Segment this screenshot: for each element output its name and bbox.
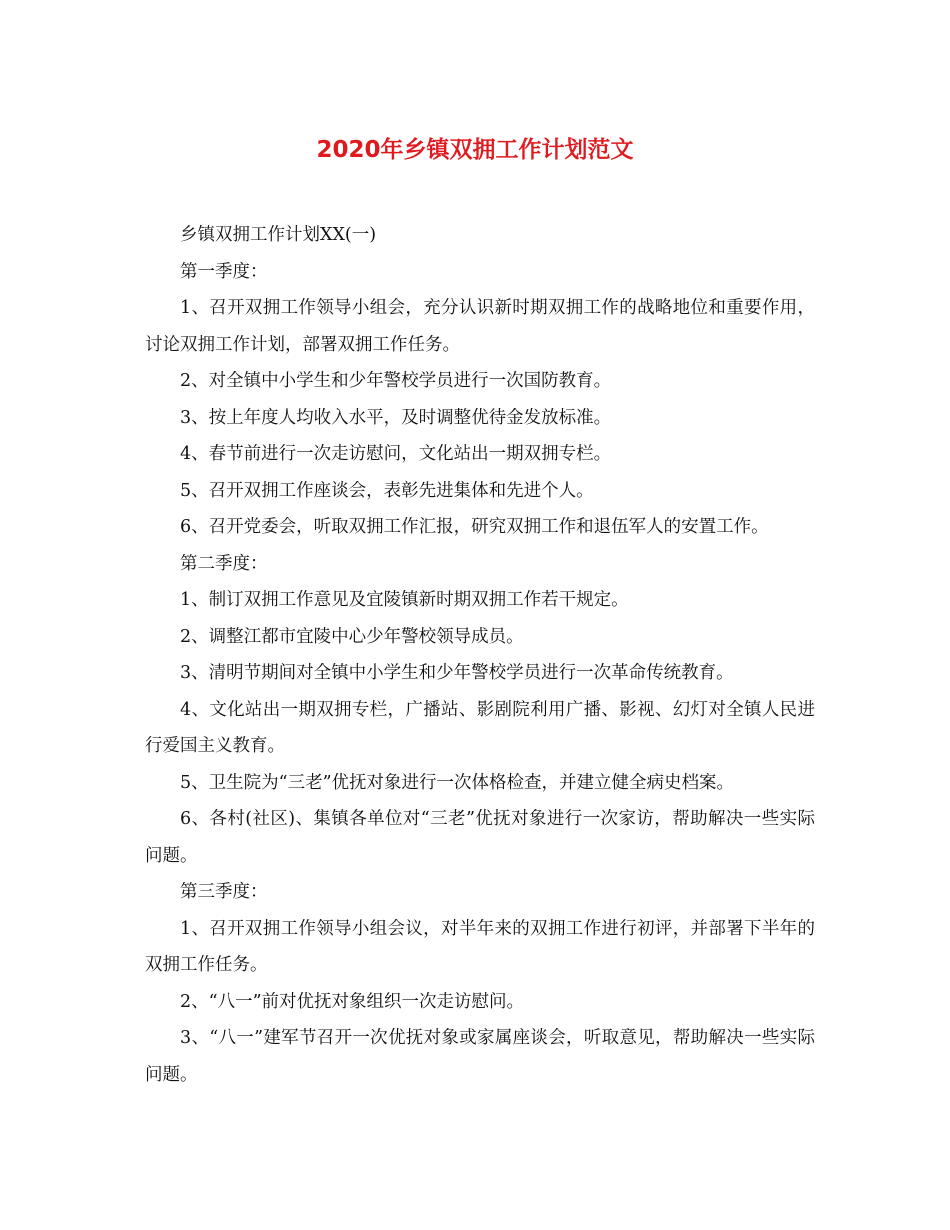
paragraph: 6、召开党委会，听取双拥工作汇报，研究双拥工作和退伍军人的安置工作。 xyxy=(180,517,769,537)
paragraph: 乡镇双拥工作计划XX(一) xyxy=(180,225,377,245)
paragraph: 1、召开双拥工作领导小组会议，对半年来的双拥工作进行初评，并部署下半年的双拥工作任务。 xyxy=(145,918,815,975)
paragraph: 3、按上年度人均收入水平，及时调整优待金发放标准。 xyxy=(180,407,612,428)
paragraph: 1、召开双拥工作领导小组会，充分认识新时期双拥工作的战略地位和重要作用，讨论双拥工作计划，部署双拥工作任务。 xyxy=(145,298,815,355)
paragraph: 2、“八一”前对优抚对象组织一次走访慰问。 xyxy=(180,991,525,1012)
paragraph: 4、春节前进行一次走访慰问，文化站出一期双拥专栏。 xyxy=(180,444,612,464)
document-body xyxy=(145,217,815,1093)
paragraph: 2、调整江都市宜陵中心少年警校领导成员。 xyxy=(180,626,524,647)
document-title: 2020年乡镇双拥工作计划范文 xyxy=(316,137,634,163)
paragraph: 3、清明节期间对全镇中小学生和少年警校学员进行一次革命传统教育。 xyxy=(180,663,734,683)
paragraph: 2、对全镇中小学生和少年警校学员进行一次国防教育。 xyxy=(180,371,612,391)
paragraph: 6、各村(社区)、集镇各单位对“三老”优抚对象进行一次家访，帮助解决一些实际问题。 xyxy=(145,809,815,866)
paragraph: 1、制订双拥工作意见及宜陵镇新时期双拥工作若干规定。 xyxy=(180,590,629,610)
section-heading: 第一季度： xyxy=(180,261,268,282)
paragraph: 3、“八一”建军节召开一次优抚对象或家属座谈会，听取意见，帮助解决一些实际问题。 xyxy=(145,1028,815,1085)
section-heading: 第三季度： xyxy=(180,882,268,902)
paragraph: 5、召开双拥工作座谈会，表彰先进集体和先进个人。 xyxy=(180,480,594,501)
paragraph: 5、卫生院为“三老”优抚对象进行一次体格检查，并建立健全病史档案。 xyxy=(180,772,735,793)
section-heading: 第二季度： xyxy=(180,553,268,574)
paragraph: 4、文化站出一期双拥专栏，广播站、影剧院利用广播、影视、幻灯对全镇人民进行爱国主义教育。 xyxy=(145,699,815,756)
